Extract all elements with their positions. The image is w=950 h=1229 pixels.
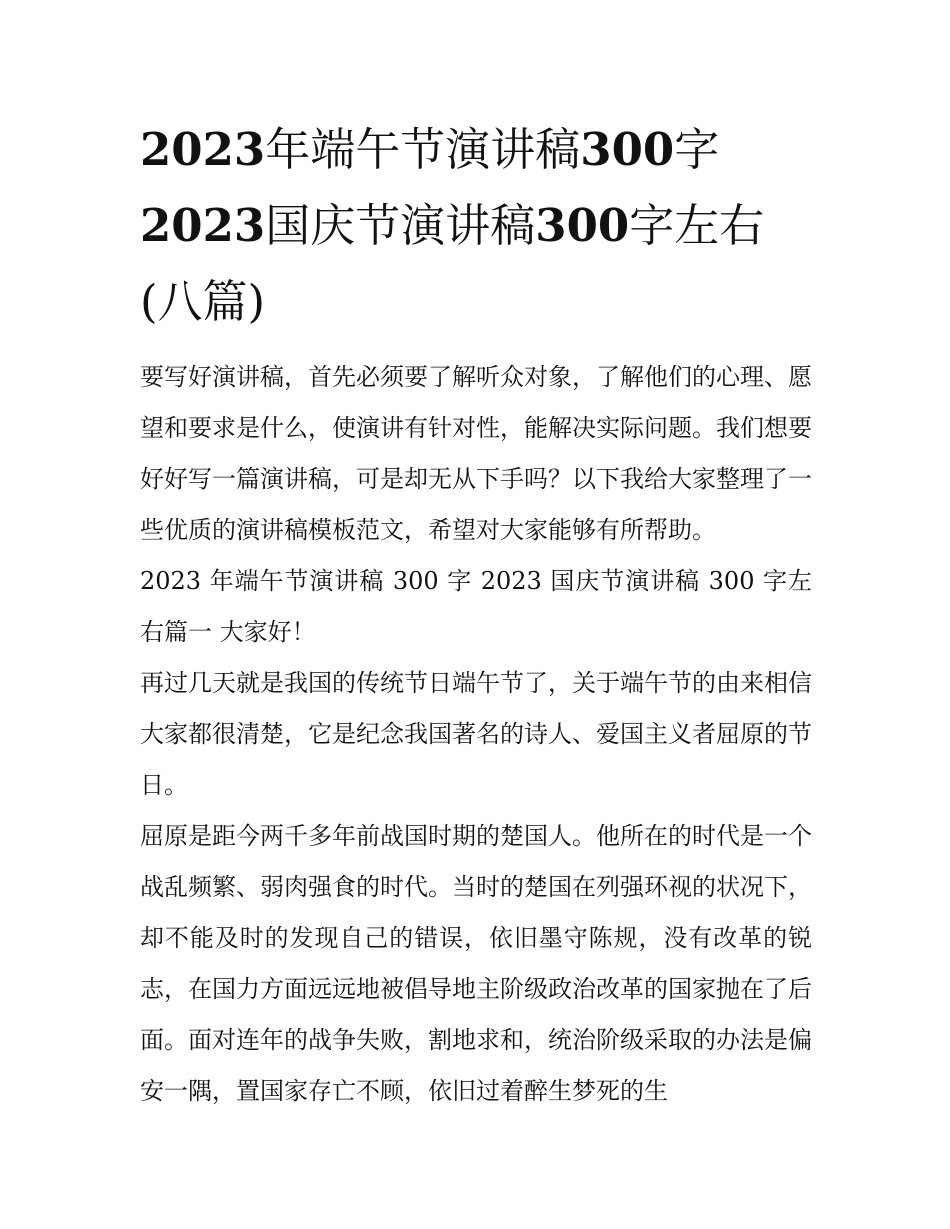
paragraph-festival: 再过几天就是我国的传统节日端午节了，关于端午节的由来相信大家都很清楚，它是纪念我国著名的诗人、爱国主义者屈原的节日。 — [140, 669, 812, 799]
title-text: (八篇) — [140, 275, 266, 328]
title-text: 字左右 — [629, 199, 765, 252]
title-year: 2023 — [140, 199, 266, 252]
paragraph-heading: 2023 年端午节演讲稿 300 字 2023 国庆节演讲稿 300 字左右篇一 大家好！ — [140, 567, 812, 646]
title-count: 300 — [580, 123, 675, 176]
paragraph-intro: 要写好演讲稿，首先必须要了解听众对象，了解他们的心理、愿望和要求是什么，使演讲有针对性，能解决实际问题。我们想要好好写一篇演讲稿，可是却无从下手吗？以下我给大家整理了一些优质的演讲稿模板范文，希望对大家能够有所帮助。 — [140, 363, 812, 544]
document-title — [140, 112, 812, 340]
title-count: 300 — [535, 199, 630, 252]
title-text: 年端午节演讲稿 — [265, 123, 581, 176]
title-text: 国庆节演讲稿 — [265, 199, 536, 252]
title-text: 字 — [674, 123, 720, 176]
document-content — [140, 112, 812, 1117]
title-line-3 — [140, 264, 812, 340]
paragraph-quyuan: 屈原是距今两千多年前战国时期的楚国人。他所在的时代是一个战乱频繁、弱肉强食的时代。当时的楚国在列强环视的状况下，却不能及时的发现自己的错误，依旧墨守陈规，没有改革的锐志，在国力方面远远地被倡导地主阶级政治改革的国家抛在了后面。面对连年的战争失败，割地求和，统治阶级采取的办法是偏安一隅，置国家存亡不顾，依旧过着醉生梦死的生 — [140, 822, 812, 1105]
title-line-1 — [140, 112, 812, 188]
title-line-2 — [140, 188, 812, 264]
title-year: 2023 — [140, 123, 266, 176]
